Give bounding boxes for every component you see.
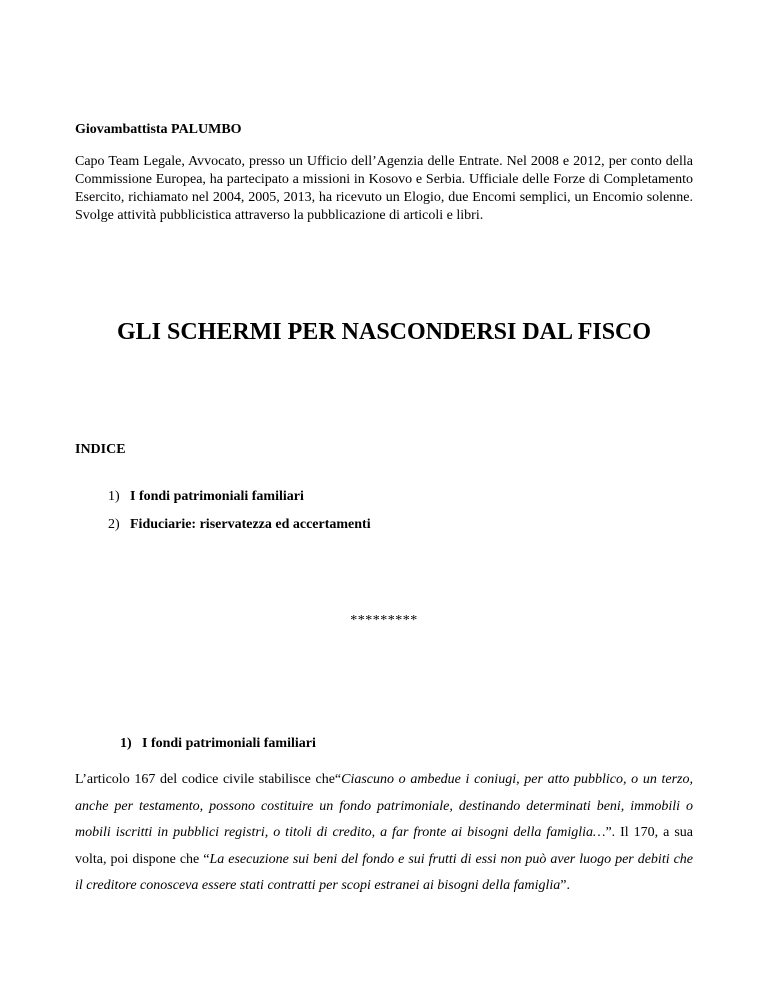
paragraph-text: ”. Il 170, a sua volta, poi dispone che “ (75, 825, 693, 867)
document-title: GLI SCHERMI PER NASCONDERSI DAL FISCO (116, 319, 652, 345)
toc-item-number: 1) (108, 489, 120, 504)
section-title: I fondi patrimoniali familiari (142, 736, 316, 751)
section-heading (120, 735, 316, 753)
toc-item-label: Fiduciarie: riservatezza ed accertamenti (130, 517, 371, 532)
toc-item[interactable] (108, 488, 304, 506)
toc-heading: INDICE (75, 442, 126, 457)
toc-item-number: 2) (108, 517, 120, 532)
paragraph-text: ”. (560, 878, 570, 893)
section-separator: ********* (350, 613, 418, 628)
author-bio: Capo Team Legale, Avvocato, presso un Ufficio dell’Agenzia delle Entrate. Nel 2008 e 2012, per conto della Commissione Europea, ha partecipato a missioni in Kosovo e Serbia. Ufficiale delle Forze di Completamento Esercito, richiamato nel 2004, 2005, 2013, ha ricevuto un Elogio, due Encomi semplici, un Encomio solenne. Svolge attività pubblicistica attraverso la pubblicazione di articoli e libri. (75, 154, 693, 223)
quoted-article-170: La esecuzione sui beni del fondo e sui frutti di essi non può aver luogo per debiti che il creditore conosceva essere stati contratti per scopi estranei ai bisogni della famiglia (75, 851, 693, 893)
toc-item-label: I fondi patrimoniali familiari (130, 489, 304, 504)
toc-item[interactable] (108, 516, 371, 534)
body-paragraph (75, 767, 693, 900)
author-name: Giovambattista PALUMBO (75, 122, 242, 137)
quoted-article-167: Ciascuno o ambedue i coniugi, per atto pubblico, o un terzo, anche per testamento, possono costituire un fondo patrimoniale, destinando determinati beni, immobili o mobili iscritti in pubblici registri, o titoli di credito, a far fronte ai bisogni della famiglia… (75, 772, 693, 840)
paragraph-text: L’articolo 167 del codice civile stabilisce che“ (75, 772, 342, 787)
section-number: 1) (120, 736, 132, 751)
